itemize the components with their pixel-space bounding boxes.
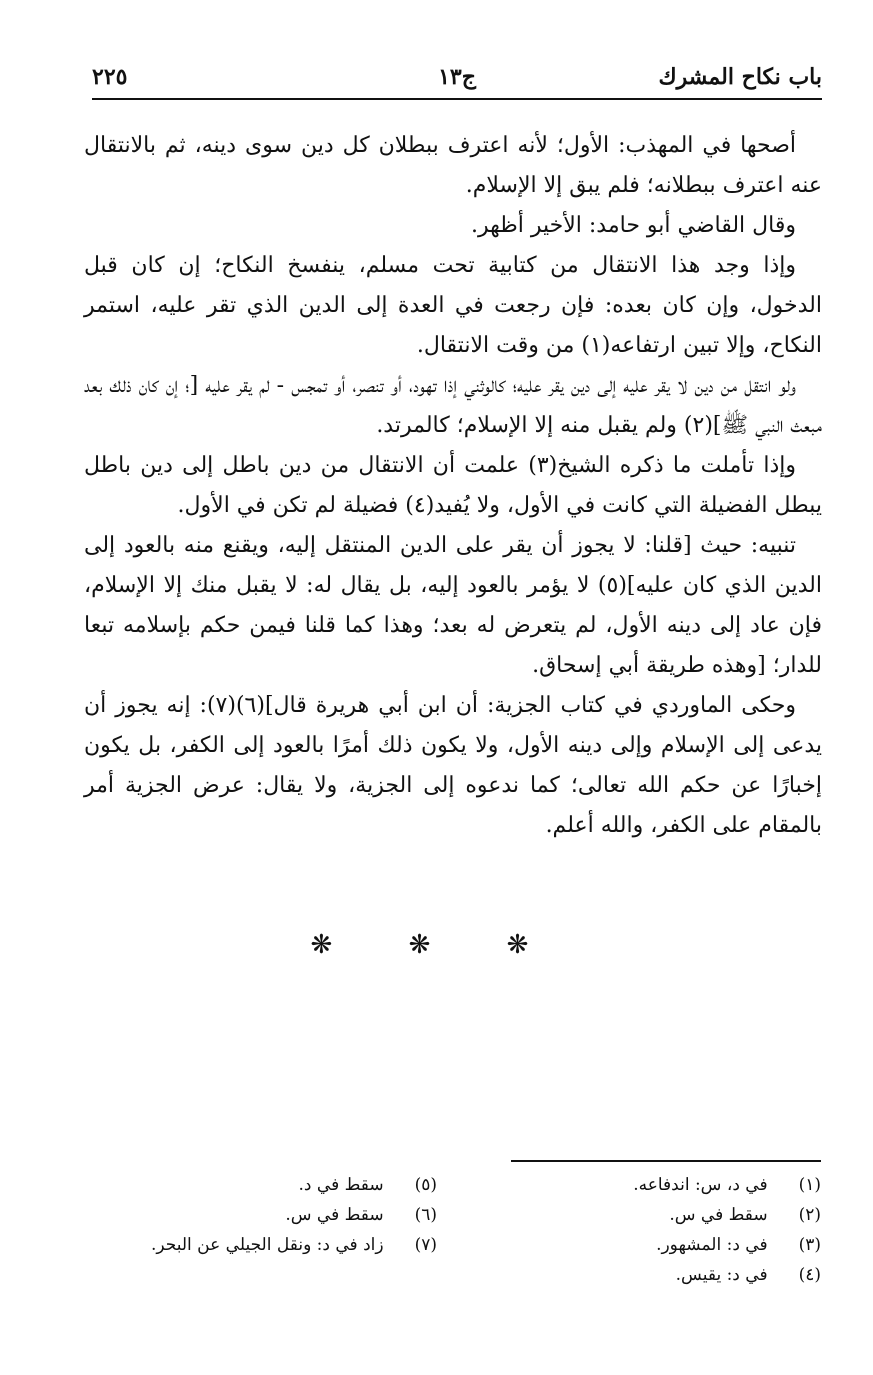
footnotes-right-column bbox=[501, 1170, 821, 1290]
paragraph: وقال القاضي أبو حامد: الأخير أظهر. bbox=[470, 213, 796, 238]
paragraph: ولو انتقل من دين لا يقر عليه إلى دين يقر عليه؛ كالوثني إذا تهود، أو تنصر، أو تمجس - لم يقر عليه [؛ إن كان ذلك بعد مبعث النبي ﷺ](٢) ولم يقبل منه إلا الإسلام؛ كالمرتد. bbox=[84, 373, 822, 438]
paragraph: وحكى الماوردي في كتاب الجزية: أن ابن أبي هريرة قال](٦)(٧): إنه يجوز أن يدعى إلى الإسلام وإلى دينه الأول، ولا يكون ذلك أمرًا بالعود إلى الكفر، بل يكون إخبارًا عن حكم الله تعالى؛ كما ندعوه إلى الجزية، ولا يقال: عرض الجزية أمر بالمقام على الكفر، والله أعلم. bbox=[84, 693, 822, 838]
footnote-text: سقط في د. bbox=[298, 1175, 384, 1195]
footnote-number: (٣) bbox=[798, 1235, 821, 1255]
footnote-text: في د: يقيس. bbox=[675, 1265, 768, 1285]
footnote-number: (٦) bbox=[414, 1205, 437, 1225]
page-number: ٢٢٥ bbox=[92, 64, 128, 90]
footnote-item bbox=[117, 1230, 437, 1260]
footnote-item bbox=[117, 1170, 437, 1200]
footnote-item bbox=[501, 1260, 821, 1290]
footnote-text: زاد في د: ونقل الجيلي عن البحر. bbox=[150, 1235, 384, 1255]
paragraph: وإذا تأملت ما ذكره الشيخ(٣) علمت أن الانتقال من دين باطل إلى دين باطل يبطل الفضيلة التي كانت في الأول، ولا يُفيد(٤) فضيلة لم تكن في الأول. bbox=[84, 453, 822, 518]
page-header bbox=[92, 56, 822, 100]
footnote-text: في د، س: اندفاعه. bbox=[633, 1175, 768, 1195]
chapter-title: باب نكاح المشرك bbox=[658, 64, 822, 90]
footnote-text: سقط في س. bbox=[285, 1205, 384, 1225]
footnote-number: (٥) bbox=[414, 1175, 437, 1195]
footnote-item bbox=[501, 1170, 821, 1200]
footnotes-left-column bbox=[117, 1170, 437, 1260]
volume-label: ج١٣ bbox=[438, 64, 476, 90]
footnote-item bbox=[117, 1200, 437, 1230]
footnote-item bbox=[501, 1230, 821, 1260]
section-separator: ❋ ❋ ❋ bbox=[310, 930, 563, 960]
footnote-text: في د: المشهور. bbox=[656, 1235, 768, 1255]
main-text bbox=[84, 126, 822, 846]
footnote-number: (٤) bbox=[798, 1265, 821, 1285]
footnote-number: (٧) bbox=[414, 1235, 437, 1255]
paragraph: أصحها في المهذب: الأول؛ لأنه اعترف ببطلان كل دين سوى دينه، ثم بالانتقال عنه اعترف ببطلانه؛ فلم يبق إلا الإسلام. bbox=[84, 133, 822, 198]
footnote-text: سقط في س. bbox=[669, 1205, 768, 1225]
paragraph: تنبيه: حيث [قلنا: لا يجوز أن يقر على الدين المنتقل إليه، ويقنع منه بالعود إلى الدين الذي كان عليه](٥) لا يؤمر بالعود إليه، بل يقال له: لا يقبل منك إلا الإسلام، فإن عاد إلى دينه الأول، لم يتعرض له بعد؛ وهذا كما قلنا فيمن حكم بإسلامه تبعا للدار؛ [وهذه طريقة أبي إسحاق. bbox=[84, 533, 823, 678]
paragraph: وإذا وجد هذا الانتقال من كتابية تحت مسلم، ينفسخ النكاح؛ إن كان قبل الدخول، وإن كان بعده: فإن رجعت في العدة إلى الدين الذي تقر عليه، استمر النكاح، وإلا تبين ارتفاعه(١) من وقت الانتقال. bbox=[84, 253, 822, 358]
footnote-divider bbox=[511, 1160, 821, 1162]
footnote-number: (٢) bbox=[798, 1205, 821, 1225]
footnote-item bbox=[501, 1200, 821, 1230]
footnote-number: (١) bbox=[798, 1175, 821, 1195]
